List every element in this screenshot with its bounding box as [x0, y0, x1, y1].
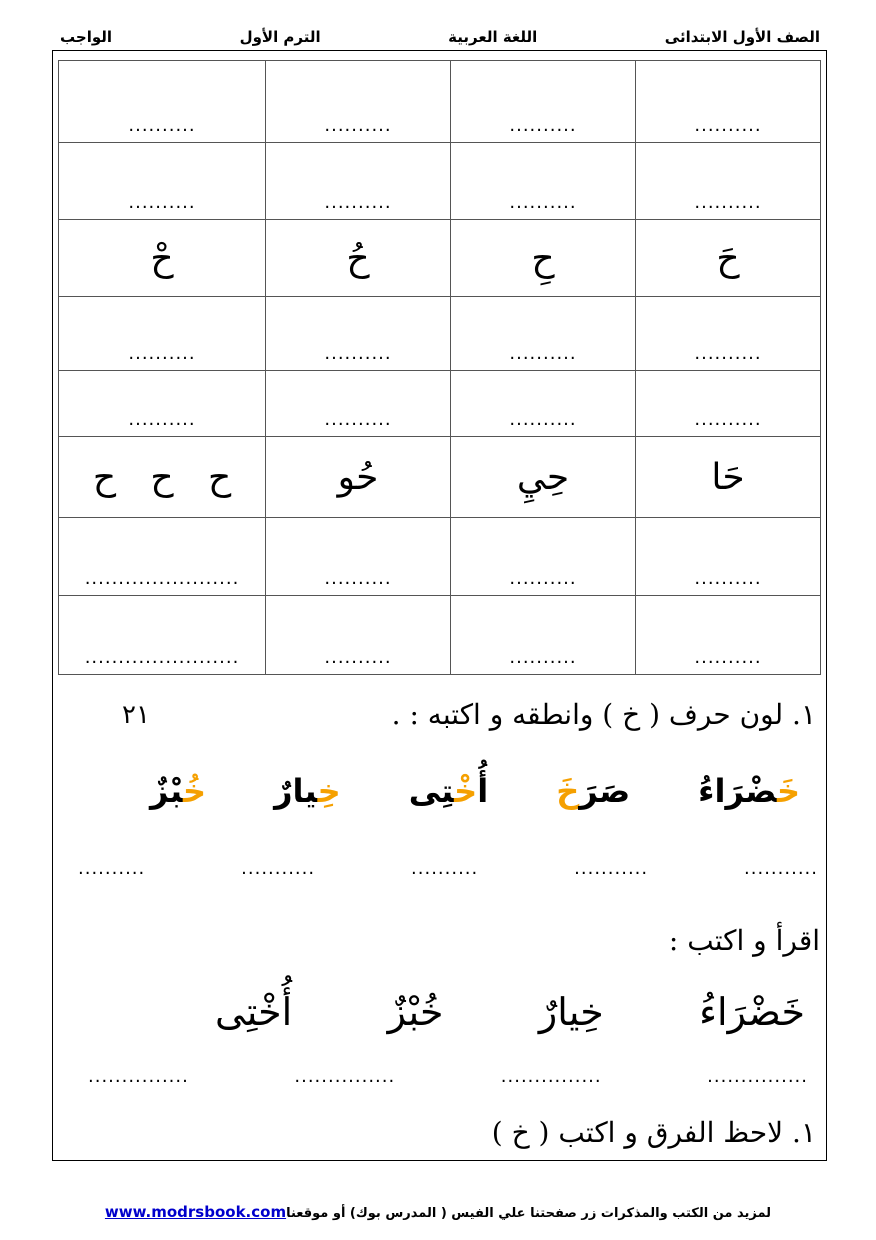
colour-words [150, 772, 800, 810]
writing-dots: .......... [411, 858, 479, 879]
writing-cell[interactable]: .......... [59, 297, 266, 371]
writing-cell[interactable]: .......... [451, 371, 636, 437]
writing-cell[interactable]: .......... [266, 371, 451, 437]
reading-word: خُبْزٌ [387, 990, 444, 1034]
reading-word: أُخْتِى [215, 990, 293, 1034]
section2-title: اقرأ و اكتب : [668, 924, 820, 957]
page-header [60, 28, 820, 50]
writing-cell[interactable]: .......... [59, 371, 266, 437]
colour-word: خُبْزٌ [150, 772, 207, 810]
writing-cell[interactable]: .......... [266, 596, 451, 675]
grid-row [59, 143, 821, 220]
letter-cell: حِيِ [451, 437, 636, 518]
writing-cell[interactable]: .......... [266, 297, 451, 371]
grid-row [59, 220, 821, 297]
letter-cell: حُو [266, 437, 451, 518]
term-label: الترم الأول [239, 28, 321, 46]
writing-dots: ............... [294, 1066, 396, 1087]
writing-cell[interactable]: .......... [636, 371, 821, 437]
writing-dots: ........... [574, 858, 649, 879]
grid-row [59, 61, 821, 143]
writing-dots: ............... [707, 1066, 808, 1087]
colour-word: أُخْتِى [408, 772, 489, 810]
colour-word: خَضْرَاءُ [698, 772, 800, 810]
writing-cell[interactable]: ....................... [59, 518, 266, 596]
grid-row [59, 371, 821, 437]
letter-cell: حِ [451, 220, 636, 297]
writing-cell[interactable]: .......... [59, 143, 266, 220]
homework-label: الواجب [60, 28, 113, 46]
section2-writing-line[interactable] [88, 1066, 808, 1087]
reading-words [215, 990, 805, 1034]
section3-title: ١. لاحظ الفرق و اكتب ( خ ) [491, 1116, 816, 1149]
writing-cell[interactable]: .......... [636, 143, 821, 220]
writing-cell[interactable]: .......... [636, 518, 821, 596]
subject-label: اللغة العربية [448, 28, 538, 46]
colour-word: صَرَخَ [556, 772, 631, 810]
writing-cell[interactable]: .......... [636, 596, 821, 675]
reading-word: خَضْرَاءُ [699, 990, 805, 1034]
writing-dots: ........... [744, 858, 818, 879]
writing-cell[interactable]: .......... [266, 61, 451, 143]
website-link[interactable]: www.modrsbook.com [104, 1203, 287, 1221]
grid-row [59, 437, 821, 518]
letter-cell: حَا [636, 437, 821, 518]
writing-cell[interactable]: .......... [266, 143, 451, 220]
writing-cell[interactable]: .......... [451, 596, 636, 675]
writing-cell[interactable]: .......... [451, 143, 636, 220]
letter-cell: ح ح ح [59, 437, 266, 518]
footer-text: لمزيد من الكتب والمذكرات زر صفحتنا علي الفيس ( المدرس بوك) أو موقعنا [286, 1206, 772, 1221]
writing-cell[interactable]: .......... [266, 518, 451, 596]
writing-cell[interactable]: .......... [451, 61, 636, 143]
writing-cell[interactable]: .......... [636, 297, 821, 371]
writing-cell[interactable]: .......... [451, 518, 636, 596]
writing-cell[interactable]: .......... [636, 61, 821, 143]
colour-word: خِيارٌ [274, 772, 341, 810]
letter-cell: حَ [636, 220, 821, 297]
writing-dots: .......... [78, 858, 146, 879]
section1-writing-line[interactable] [78, 858, 818, 879]
letter-grid [58, 60, 821, 675]
letter-cell: حْ [59, 220, 266, 297]
grid-row [59, 596, 821, 675]
reading-word: خِيارٌ [538, 990, 604, 1034]
section1-title: ١. لون حرف ( خ ) وانطقه و اكتبه : . [391, 698, 816, 731]
writing-cell[interactable]: .......... [451, 297, 636, 371]
grid-row [59, 518, 821, 596]
grade-label: الصف الأول الابتدائى [664, 28, 820, 46]
writing-cell[interactable]: ....................... [59, 596, 266, 675]
writing-dots: ............... [500, 1066, 602, 1087]
letter-cell: حُ [266, 220, 451, 297]
grid-row [59, 297, 821, 371]
writing-dots: ........... [241, 858, 316, 879]
page-footer [0, 1203, 876, 1221]
writing-cell[interactable]: .......... [59, 61, 266, 143]
writing-dots: ............... [88, 1066, 189, 1087]
page-number: ٢١ [122, 700, 150, 730]
